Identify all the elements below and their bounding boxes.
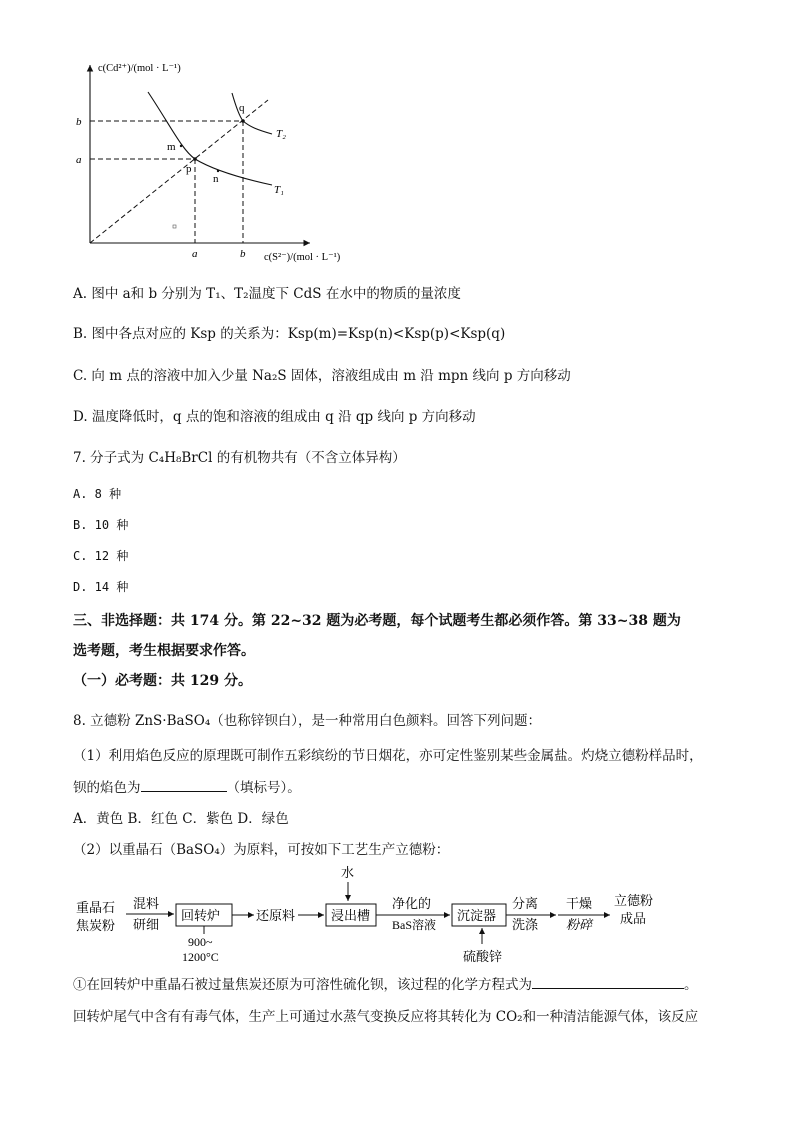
flow-kiln: 回转炉 [181, 908, 221, 923]
q6-option-c[interactable]: C. 向 m 点的溶液中加入少量 Na₂S 固体，溶液组成由 m 沿 mpn 线向 p 方向移动 [73, 368, 571, 384]
q8-part1-line1: （1）利用焰色反应的原理既可制作五彩缤纷的节日烟花，亦可定性鉴别某些金属盐。灼烧立德粉样品时， [73, 748, 703, 764]
q8-part1-prefix: 钡的焰色为 [73, 780, 141, 796]
q7-option-d[interactable]: D. 14 种 [73, 580, 129, 594]
section3-heading-line1: 三、非选择题：共 174 分。第 22~32 题为必考题，每个试题考生都必须作答。第 33~38 题为 [73, 613, 681, 629]
q8-part1-suffix: （填标号）。 [226, 780, 301, 796]
curve-t2 [232, 93, 272, 134]
point-m-dot [180, 145, 182, 147]
q8-stem: 8. 立德粉 ZnS·BaSO₄（也称锌钡白），是一种常用白色颜料。回答下列问题： [73, 713, 542, 729]
flow-dry-top: 干燥 [566, 896, 593, 911]
flow-water: 水 [341, 865, 355, 880]
point-p-label: p [186, 163, 192, 175]
curve-t1 [148, 92, 272, 185]
point-n-label: n [213, 173, 219, 185]
flow-raw2: 焦炭粉 [76, 918, 116, 933]
flow-temp2: 1200°C [182, 950, 219, 964]
process-flow-diagram [70, 860, 740, 972]
flow-precip: 沉淀器 [457, 908, 497, 923]
q7-stem: 7. 分子式为 C₄H₈BrCl 的有机物共有（不含立体异构） [73, 450, 406, 466]
q8-part2-q1-line1 [73, 973, 698, 993]
section3-sub-heading: （一）必考题：共 129 分。 [73, 673, 252, 689]
q7-option-a[interactable]: A. 8 种 [73, 487, 122, 501]
flow-reduced: 还原料 [256, 908, 296, 923]
point-q-label: q [239, 102, 245, 114]
y-axis-label: c(Cd²⁺)/(mol · L⁻¹) [98, 63, 181, 74]
point-n-dot [217, 170, 219, 172]
flow-temp1: 900~ [188, 935, 213, 949]
q8-part1-options[interactable]: A．黄色 B．红色 C．紫色 D．绿色 [73, 811, 289, 827]
flow-sep-top: 分离 [512, 896, 539, 911]
curve-t2-label: T₂ [276, 128, 286, 140]
q6-option-a[interactable]: A. 图中 a和 b 分别为 T₁、T₂温度下 CdS 在水中的物质的量浓度 [73, 286, 461, 302]
x-axis-label: c(S²⁻)/(mol · L⁻¹) [264, 252, 341, 263]
flow-product2: 成品 [620, 911, 647, 926]
flow-purified2: BaS溶液 [392, 918, 437, 932]
flow-mix-top: 混料 [133, 896, 160, 911]
flow-sep-bottom: 洗涤 [512, 917, 539, 932]
flow-dry-bottom: 粉碎 [566, 917, 593, 932]
q8-part2-q1-line2: 回转炉尾气中含有有毒气体，生产上可通过水蒸气变换反应将其转化为 CO₂和一种清洁能源气体，该反应 [73, 1009, 699, 1025]
graph-small-mark [173, 225, 176, 228]
q8-part2-stem: （2）以重晶石（BaSO₄）为原料，可按如下工艺生产立德粉： [73, 842, 450, 858]
y-tick-a: a [76, 154, 82, 166]
q8-part2-q1-suffix: 。 [684, 977, 698, 993]
flow-raw1: 重晶石 [76, 900, 116, 915]
q6-option-d[interactable]: D. 温度降低时，q 点的饱和溶液的组成由 q 沿 qp 线向 p 方向移动 [73, 409, 476, 425]
x-tick-a: a [192, 248, 198, 260]
section3-heading-line2: 选考题，考生根据要求作答。 [73, 643, 255, 659]
point-m-label: m [167, 141, 176, 153]
q8-part1-line2 [73, 776, 301, 796]
q8-part1-answer-blank[interactable] [141, 791, 227, 792]
curve-t1-label: T₁ [274, 184, 284, 196]
q7-option-b[interactable]: B. 10 种 [73, 518, 129, 532]
flow-zinc-sulfate: 硫酸锌 [463, 949, 503, 964]
q8-part2-q1-answer-blank[interactable] [532, 988, 684, 989]
flow-leach: 浸出槽 [331, 908, 371, 923]
flow-mix-bottom: 研细 [133, 917, 160, 932]
x-tick-b: b [240, 248, 246, 260]
q7-option-c[interactable]: C. 12 种 [73, 549, 129, 563]
point-p-dot [193, 157, 197, 161]
q6-option-b[interactable]: B. 图中各点对应的 Ksp 的关系为：Ksp(m)=Ksp(n)<Ksp(p)<Ksp(q) [73, 326, 506, 342]
y-tick-b: b [76, 116, 82, 128]
q8-part2-q1-prefix: ①在回转炉中重晶石被过量焦炭还原为可溶性硫化钡，该过程的化学方程式为 [73, 977, 532, 993]
solubility-graph [60, 55, 360, 270]
point-q-dot [241, 119, 245, 123]
flow-purified1: 净化的 [392, 896, 432, 911]
flow-product1: 立德粉 [614, 893, 654, 908]
